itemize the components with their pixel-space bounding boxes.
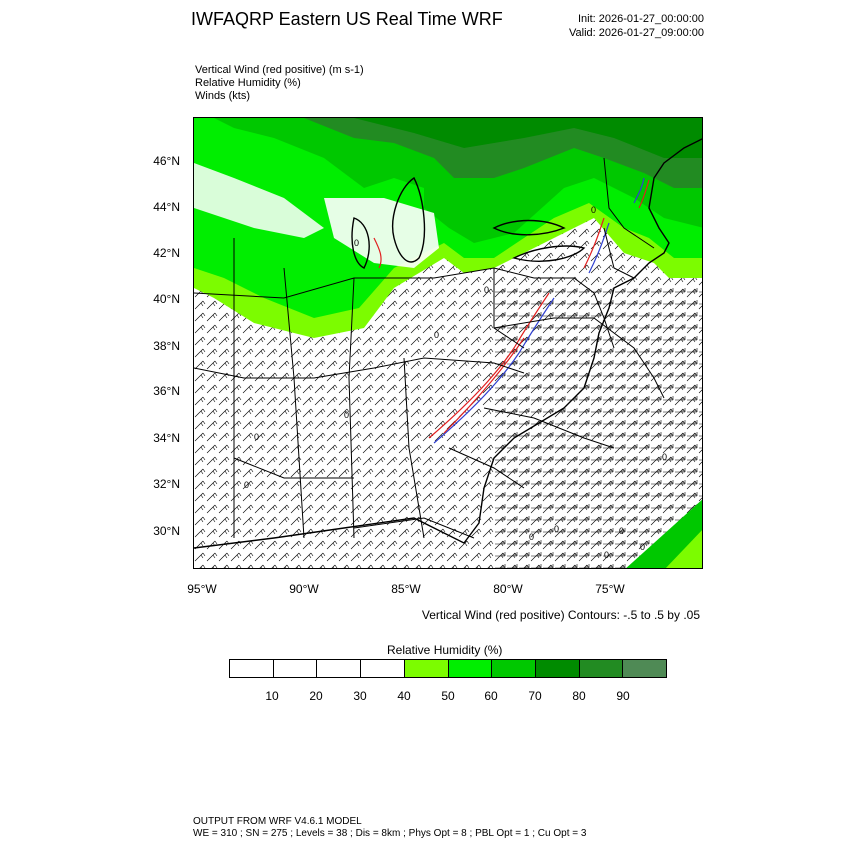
colorbar-cell: [449, 660, 493, 677]
field-label-vertical-wind: Vertical Wind (red positive) (m s-1): [195, 64, 364, 76]
colorbar-label: 10: [265, 689, 279, 703]
zero-label: 0: [344, 410, 350, 420]
colorbar-label: 20: [309, 689, 323, 703]
lon-label: 90°W: [289, 582, 319, 596]
lat-label: 38°N: [153, 339, 180, 353]
zero-label: 0: [662, 452, 668, 462]
lon-label: 75°W: [595, 582, 625, 596]
colorbar-title: Relative Humidity (%): [387, 643, 503, 657]
colorbar-label: 90: [616, 689, 630, 703]
zero-label: 0: [554, 524, 560, 534]
zero-label: 0: [254, 432, 260, 442]
lat-label: 44°N: [153, 200, 180, 214]
field-label-relative-humidity: Relative Humidity (%): [195, 77, 301, 89]
zero-label: 0: [604, 550, 610, 560]
colorbar-label: 40: [397, 689, 411, 703]
colorbar-label: 30: [353, 689, 367, 703]
colorbar-label: 80: [572, 689, 586, 703]
zero-label: 0: [434, 330, 440, 340]
lat-label: 30°N: [153, 524, 180, 538]
colorbar-cell: [361, 660, 405, 677]
colorbar-cell: [317, 660, 361, 677]
lat-label: 36°N: [153, 384, 180, 398]
colorbar-cell: [580, 660, 624, 677]
lat-label: 40°N: [153, 292, 180, 306]
model-info-line1: OUTPUT FROM WRF V4.6.1 MODEL: [193, 816, 362, 827]
lat-label: 46°N: [153, 154, 180, 168]
colorbar-cell: [492, 660, 536, 677]
contour-note: Vertical Wind (red positive) Contours: -.5 to .5 by .05: [421, 608, 700, 622]
weather-map: [193, 117, 703, 569]
colorbar-cell: [274, 660, 318, 677]
zero-label: 0: [640, 542, 646, 552]
zero-label: 0: [619, 526, 625, 536]
zero-label: 0: [244, 480, 250, 490]
lon-label: 85°W: [391, 582, 421, 596]
valid-time: Valid: 2026-01-27_09:00:00: [569, 27, 704, 39]
zero-label: 0: [484, 285, 490, 295]
lat-label: 34°N: [153, 431, 180, 445]
init-time: Init: 2026-01-27_00:00:00: [578, 13, 704, 25]
colorbar-cell: [230, 660, 274, 677]
colorbar-cell: [405, 660, 449, 677]
map-canvas: [194, 118, 703, 569]
lat-label: 32°N: [153, 477, 180, 491]
lon-label: 80°W: [493, 582, 523, 596]
field-label-winds: Winds (kts): [195, 90, 250, 102]
lat-label: 42°N: [153, 246, 180, 260]
colorbar-label: 70: [528, 689, 542, 703]
zero-label: 0: [354, 238, 360, 248]
model-info-line2: WE = 310 ; SN = 275 ; Levels = 38 ; Dis = 8km ; Phys Opt = 8 ; PBL Opt = 1 ; Cu Opt = 3: [193, 828, 587, 839]
colorbar-cell: [536, 660, 580, 677]
colorbar-label: 60: [484, 689, 498, 703]
zero-label: 0: [529, 532, 535, 542]
lon-label: 95°W: [187, 582, 217, 596]
colorbar-cell: [623, 660, 666, 677]
plot-title: IWFAQRP Eastern US Real Time WRF: [191, 9, 503, 29]
colorbar: [229, 659, 667, 678]
colorbar-label: 50: [441, 689, 455, 703]
zero-label: 0: [591, 205, 597, 215]
